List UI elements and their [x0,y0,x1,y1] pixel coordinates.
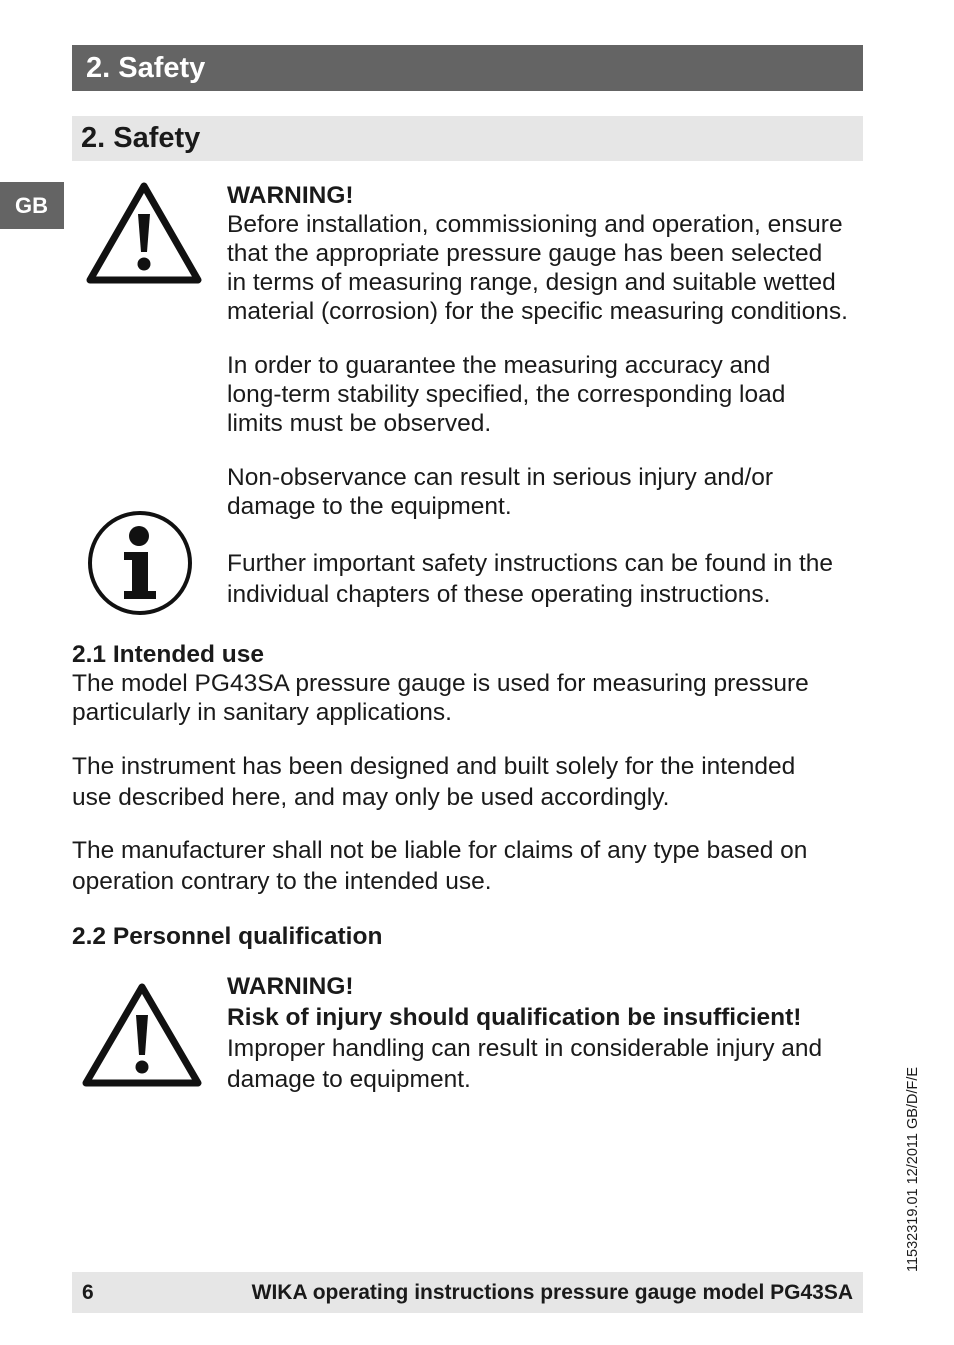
paragraph-line: limits must be observed. [227,410,492,437]
warning-block [227,181,867,326]
warning-text-line: Improper handling can result in considerable injury and [227,1035,823,1062]
personnel-warning-block [227,971,867,1095]
paragraph-line: damage to the equipment. [227,493,512,520]
warning-text-line: in terms of measuring range, design and suitable wetted [227,269,836,296]
paragraph-line: operation contrary to the intended use. [72,868,492,895]
paragraph-line: The manufacturer shall not be liable for claims of any type based on [72,837,808,864]
page-header-title: 2. Safety [86,52,206,84]
information-icon [86,509,194,617]
nonobservance-paragraph [227,463,867,521]
warning-text-line: Before installation, commissioning and operation, ensure [227,211,843,238]
warning-text-line: damage to equipment. [227,1066,471,1093]
page-footer [72,1272,863,1313]
paragraph-line: In order to guarantee the measuring accuracy and [227,352,771,379]
info-note-line: Further important safety instructions can be found in the [227,550,834,577]
warning-triangle-icon [84,180,204,286]
intended-use-paragraph-3 [72,835,862,897]
info-note [227,548,867,610]
footer-title: WIKA operating instructions pressure gauge model PG43SA [251,1281,853,1304]
language-tab [0,182,64,229]
warning-heading: WARNING! [227,973,354,1000]
warning-triangle-icon [80,981,204,1089]
subsection-heading: 2.2 Personnel qualification [72,923,383,950]
warning-text-line: that the appropriate pressure gauge has been selected [227,240,823,267]
intended-use-section [72,640,862,727]
section-title-bar [72,116,863,161]
warning-heading: WARNING! [227,182,354,209]
paragraph-line: use described here, and may only be used accordingly. [72,784,670,811]
warning-text-line: material (corrosion) for the specific measuring conditions. [227,298,848,325]
paragraph-line: The model PG43SA pressure gauge is used for measuring pressure [72,670,809,697]
page-number: 6 [82,1281,94,1304]
paragraph-line: particularly in sanitary applications. [72,699,452,726]
subsection-heading: 2.1 Intended use [72,641,264,668]
info-note-line: individual chapters of these operating instructions. [227,581,771,608]
intended-use-paragraph-2 [72,751,862,813]
paragraph-line: The instrument has been designed and built solely for the intended [72,753,796,780]
language-tab-label: GB [15,193,48,218]
page-header [72,45,863,91]
warning-subheading: Risk of injury should qualification be insufficient! [227,1004,802,1031]
paragraph-line: long-term stability specified, the corresponding load [227,381,786,408]
section-title: 2. Safety [81,122,201,154]
paragraph-line: Non-observance can result in serious injury and/or [227,464,774,491]
accuracy-paragraph [227,351,867,438]
document-code: 11532319.01 12/2011 GB/D/F/E [905,1066,921,1272]
